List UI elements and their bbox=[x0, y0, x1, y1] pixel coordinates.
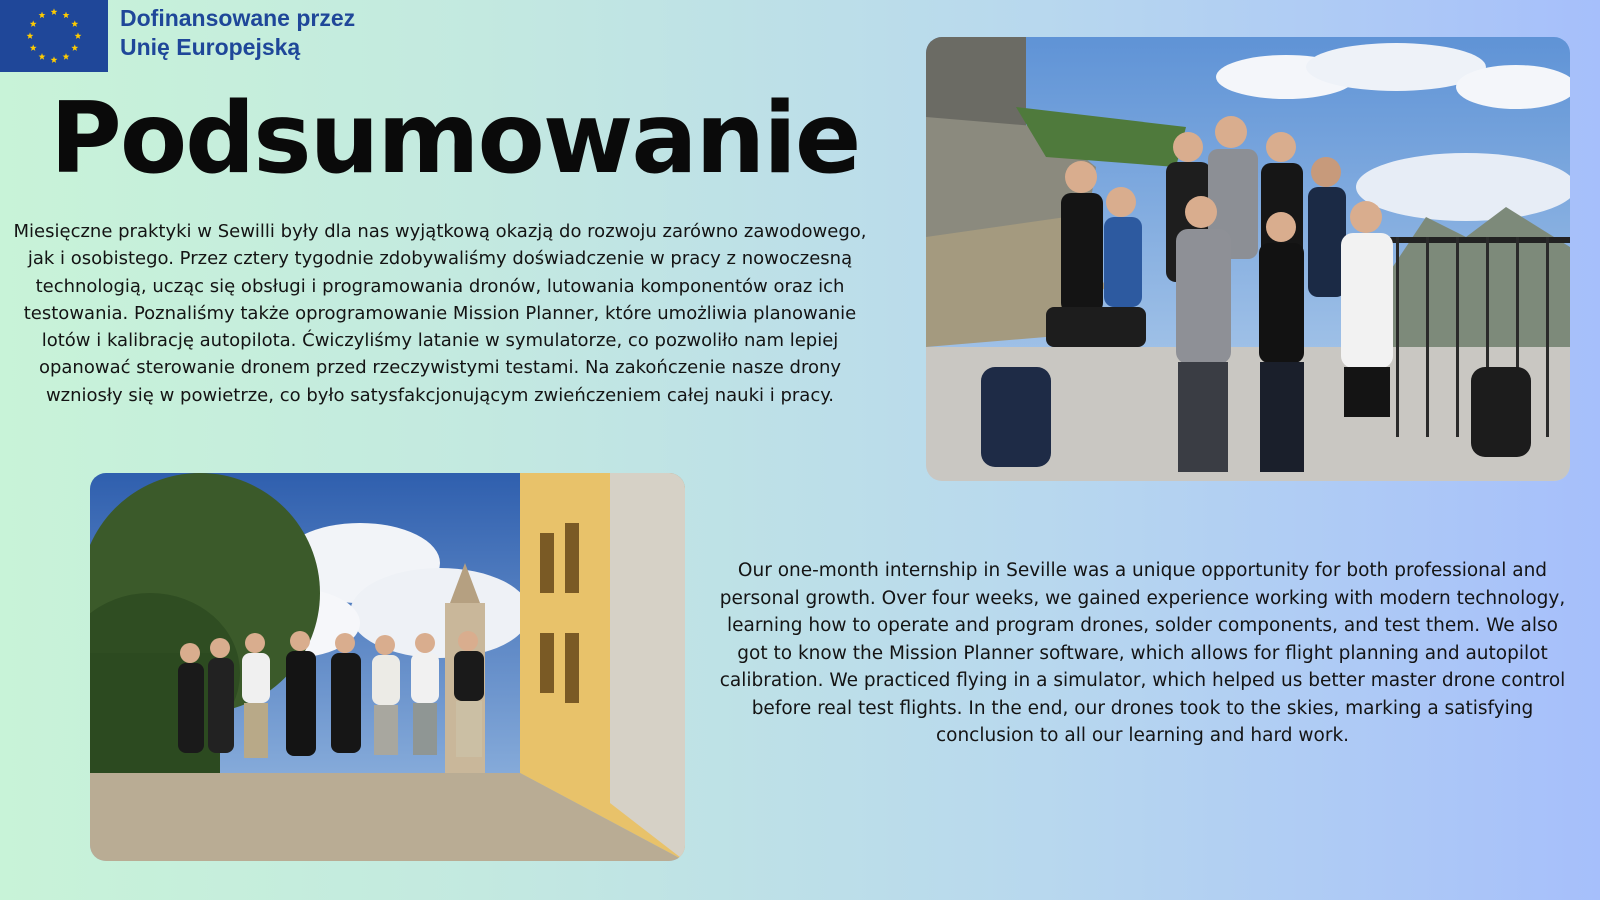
summary-paragraph-en: Our one-month internship in Seville was a unique opportunity for both professional and personal growth. Over four weeks, we gained experience working with modern technology, learning how to operate and program drones, solder components, and test them. We also got to know the Mission Planner software, which allows for flight planning and autopilot calibration. We practiced flying in a simulator, which helped us better master drone control before real test flights. In the end, our drones took to the skies, marking a satisfying conclusion to all our learning and hard work. bbox=[719, 560, 1566, 746]
eu-star-icon bbox=[39, 53, 46, 60]
eu-star-icon bbox=[63, 53, 70, 60]
eu-star-icon bbox=[71, 44, 78, 51]
funding-label bbox=[120, 4, 355, 62]
eu-star-icon bbox=[63, 12, 70, 19]
funding-line-1: Dofinansowane przez bbox=[120, 5, 356, 31]
eu-star-icon bbox=[30, 44, 37, 51]
eu-star-icon bbox=[39, 12, 46, 19]
group-photo-viewpoint bbox=[926, 37, 1570, 481]
eu-star-icon bbox=[27, 32, 34, 39]
summary-paragraph-pl: Miesięczne praktyki w Sewilli były dla nas wyjątkową okazją do rozwoju zarówno zawodowego, jak i osobistego. Przez cztery tygodnie zdobywaliśmy doświadczenie w pracy z nowoczesną technologią, ucząc się obsługi i programowania dronów, lutowania komponentów oraz ich testowania. Poznaliśmy także oprogramowanie Mission Planner, które umożliwia planowanie lotów i kalibrację autopilota. Ćwiczyliśmy latanie w symulatorze, co pozwoliło nam lepiej opanować sterowanie dronem przed rzeczywistymi testami. Na zakończenie nasze drony wzniosły się w powietrze, co było satysfakcjonującym zwieńczeniem całej nauki i pracy. bbox=[13, 221, 867, 406]
eu-stars-icon bbox=[0, 0, 108, 72]
eu-star-icon bbox=[71, 20, 78, 27]
eu-star-icon bbox=[51, 56, 58, 63]
funding-line-2: Unię Europejską bbox=[120, 34, 301, 60]
page-title: Podsumowanie bbox=[50, 82, 860, 196]
eu-star-icon bbox=[51, 8, 58, 15]
eu-star-icon bbox=[75, 32, 82, 39]
group-photo-seville-street bbox=[90, 473, 685, 861]
eu-flag-logo bbox=[0, 0, 108, 72]
eu-star-icon bbox=[30, 20, 37, 27]
